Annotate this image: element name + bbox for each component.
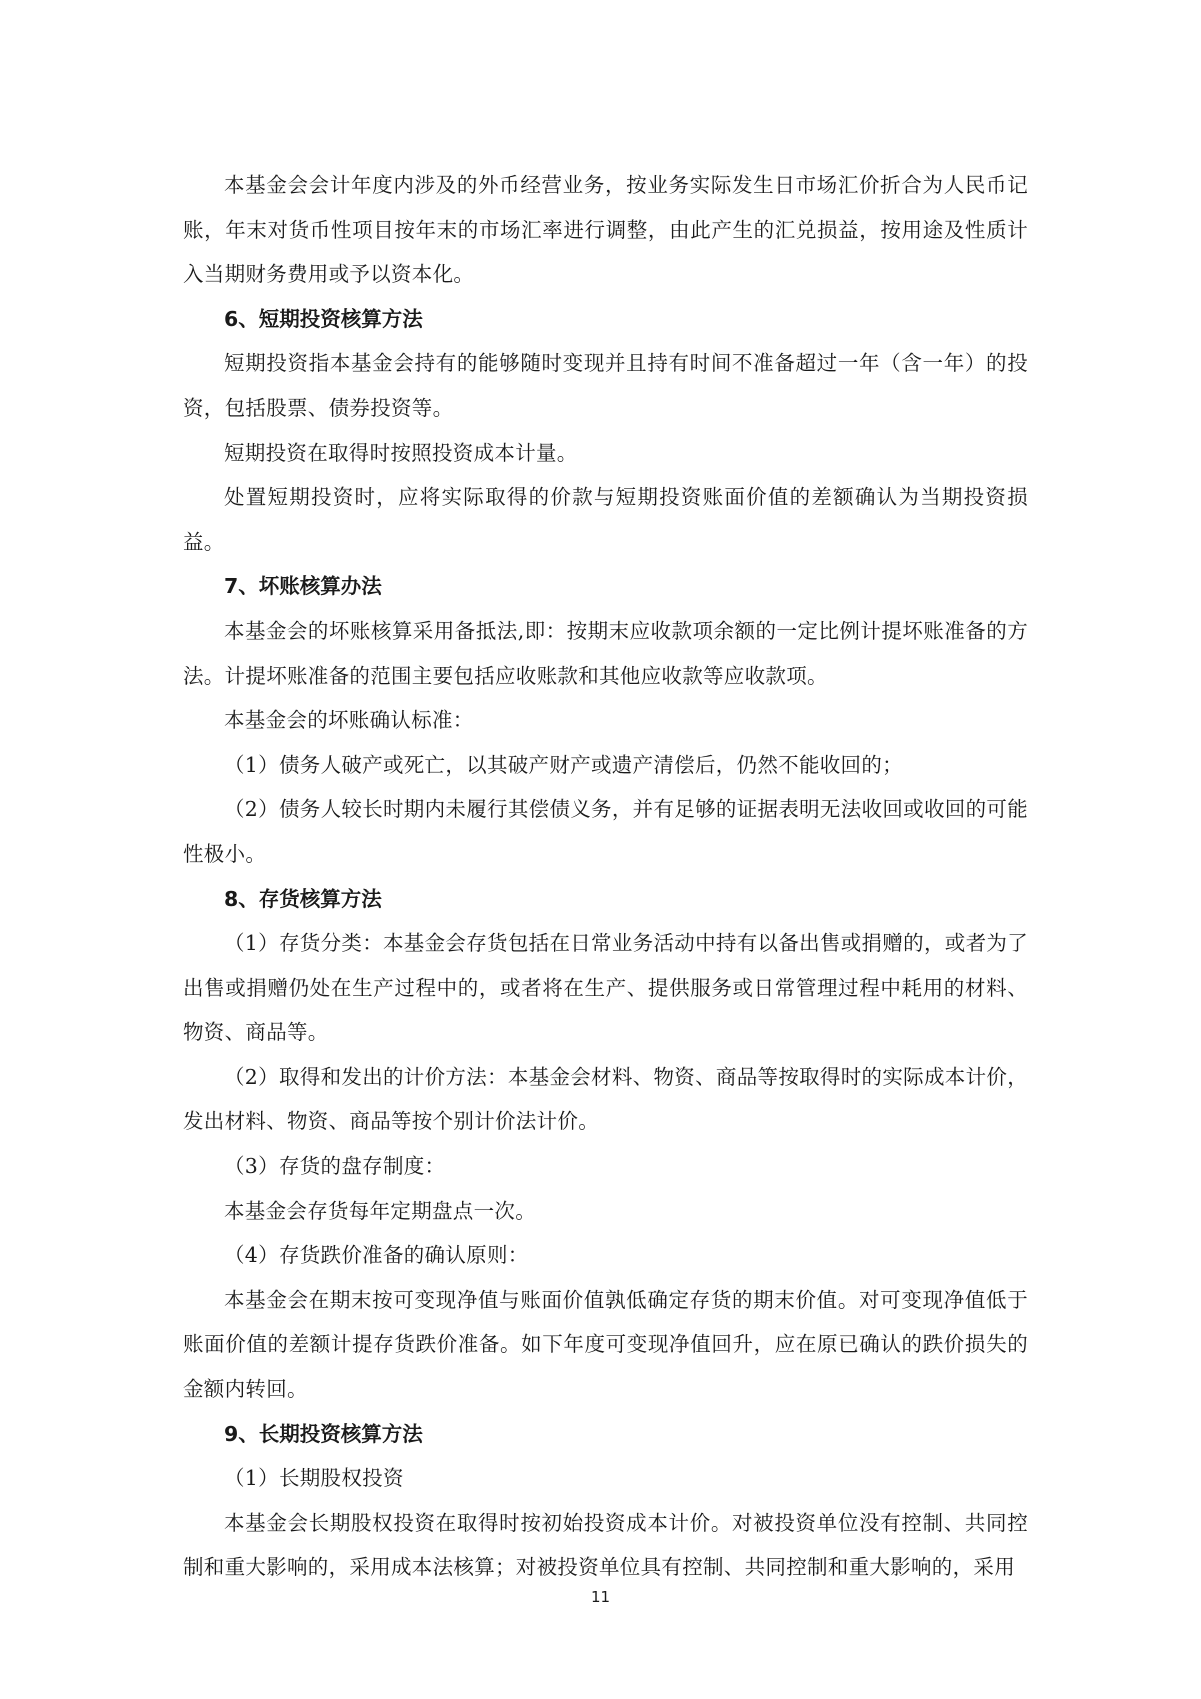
page-number: 11	[590, 1588, 611, 1606]
paragraph: 短期投资在取得时按照投资成本计量。	[224, 440, 578, 465]
paragraph: 本基金会在期末按可变现净值与账面价值孰低确定存货的期末价值。对可变现净值低于账面价值的差额计提存货跌价准备。如下年度可变现净值回升，应在原已确认的跌价损失的金额内转回。	[183, 1287, 1028, 1402]
section-heading: 6、短期投资核算方法	[224, 306, 423, 331]
section-heading: 7、坏账核算办法	[224, 574, 382, 599]
paragraph: 本基金会长期股权投资在取得时按初始投资成本计价。对被投资单位没有控制、共同控制和重大影响的，采用成本法核算；对被投资单位具有控制、共同控制和重大影响的，采用	[183, 1510, 1028, 1580]
list-item: （1）存货分类：本基金会存货包括在日常业务活动中持有以备出售或捐赠的，或者为了出售或捐赠仍处在生产过程中的，或者将在生产、提供服务或日常管理过程中耗用的材料、物资、商品等。	[183, 931, 1028, 1045]
list-item: （4）存货跌价准备的确认原则：	[224, 1243, 529, 1268]
section-heading: 8、存货核算方法	[224, 886, 382, 911]
document-body	[183, 163, 1028, 1590]
section-heading: 9、长期投资核算方法	[224, 1421, 423, 1446]
paragraph: 本基金会的坏账确认标准：	[224, 708, 474, 733]
paragraph: 本基金会存货每年定期盘点一次。	[224, 1198, 536, 1223]
list-item: （3）存货的盘存制度：	[224, 1154, 446, 1179]
list-item: （2）取得和发出的计价方法：本基金会材料、物资、商品等按取得时的实际成本计价，发出材料、物资、商品等按个别计价法计价。	[183, 1064, 1028, 1134]
paragraph: 短期投资指本基金会持有的能够随时变现并且持有时间不准备超过一年（含一年）的投资，包括股票、债券投资等。	[183, 351, 1028, 420]
paragraph: 本基金会的坏账核算采用备抵法,即：按期末应收款项余额的一定比例计提坏账准备的方法。计提坏账准备的范围主要包括应收账款和其他应收款等应收款项。	[183, 618, 1028, 688]
paragraph: 本基金会会计年度内涉及的外币经营业务，按业务实际发生日市场汇价折合为人民币记账，年末对货币性项目按年末的市场汇率进行调整，由此产生的汇兑损益，按用途及性质计入当期财务费用或予以资本化。	[183, 173, 1028, 287]
paragraph: 处置短期投资时，应将实际取得的价款与短期投资账面价值的差额确认为当期投资损益。	[183, 485, 1028, 554]
list-item: （1）长期股权投资	[224, 1466, 404, 1491]
list-item: （1）债务人破产或死亡，以其破产财产或遗产清偿后，仍然不能收回的；	[224, 752, 903, 777]
list-item: （2）债务人较长时期内未履行其偿债义务，并有足够的证据表明无法收回或收回的可能性极小。	[183, 797, 1028, 866]
